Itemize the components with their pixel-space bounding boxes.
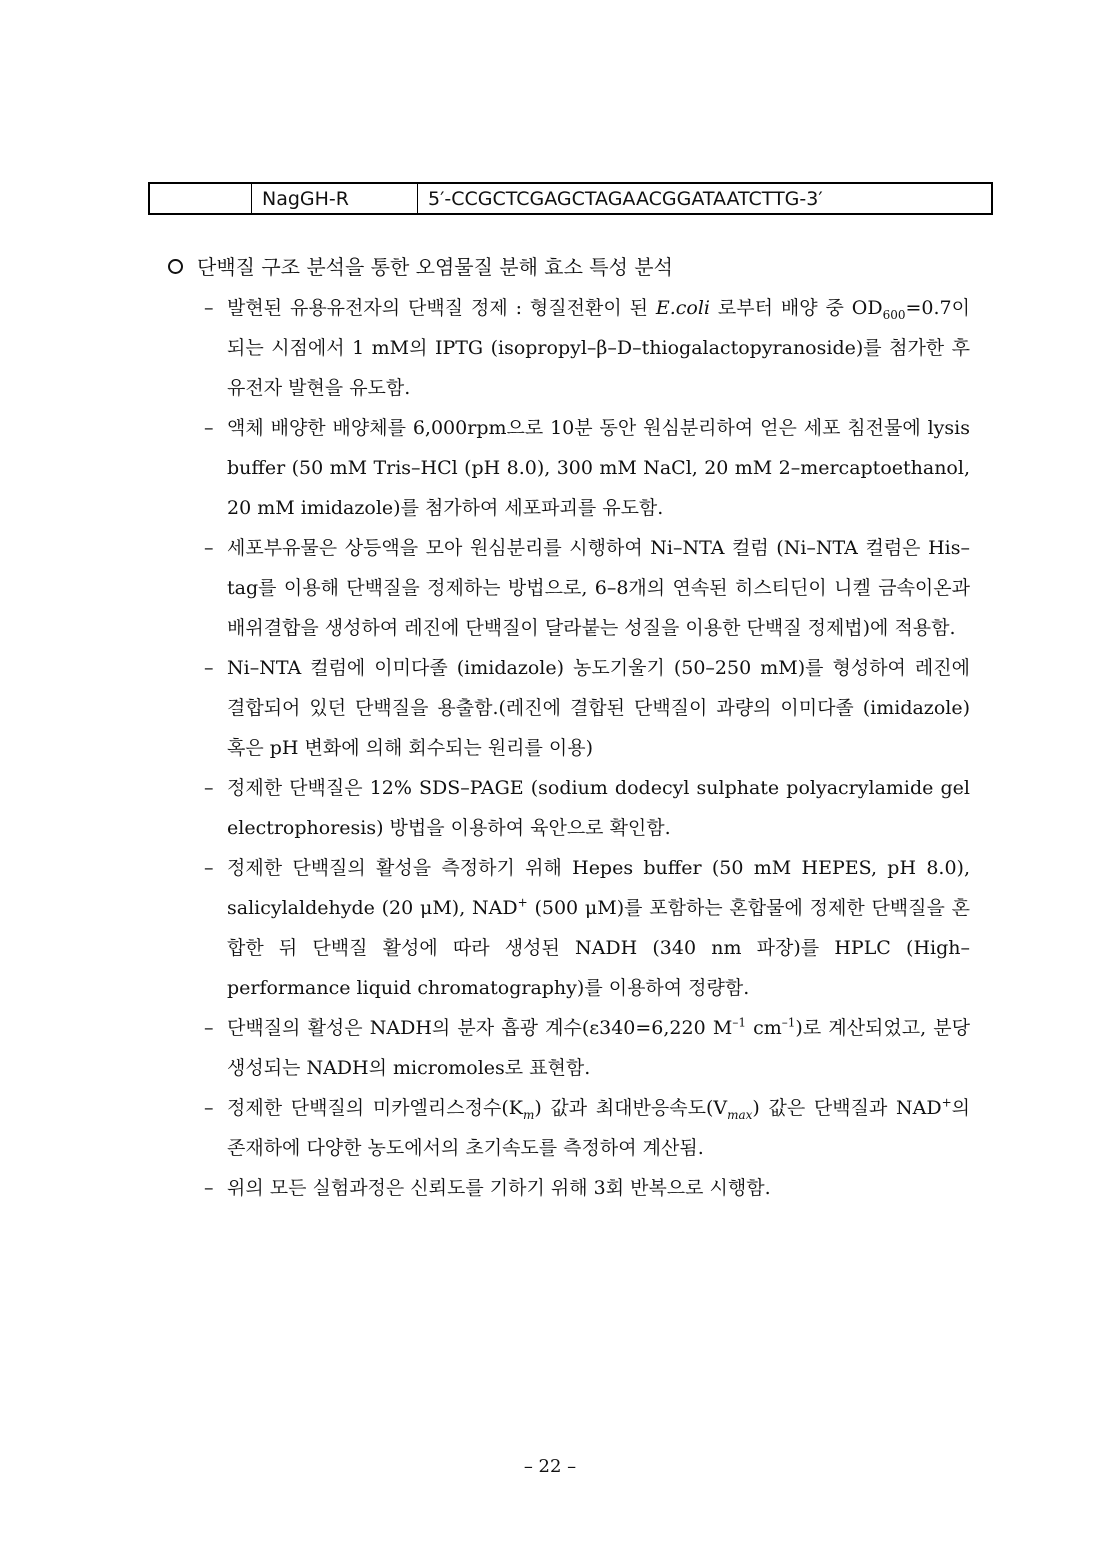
primer-table-row (148, 182, 993, 215)
primer-empty-cell (150, 184, 252, 213)
superscript: –1 (732, 1015, 746, 1030)
bullet-text: 세포부유물은 상등액을 모아 원심분리를 시행하여 Ni–NTA 컬럼 (Ni–NTA 컬럼은 His–tag를 이용해 단백질을 정제하는 방법으로, 6–8개의 연속된 히스티딘이 니켈 금속이온과 배위결합을 생성하여 레진에 단백질이 달라붙는 성질을 이용한 단백질 정제법)에 적용함. (227, 537, 970, 639)
superscript: –1 (781, 1015, 796, 1030)
primer-sequence-cell: 5′-CCGCTCGAGCTAGAACGGATAATCTTG-3′ (428, 187, 823, 210)
bullet-text: 정제한 단백질의 미카엘리스정수(K (227, 1097, 523, 1119)
list-item (204, 1088, 970, 1168)
bullet-text: cm (745, 1017, 782, 1039)
bullet-text: 단백질의 활성은 NADH의 분자 흡광 계수(ε340=6,220 M (227, 1017, 733, 1039)
dash-marker: – (204, 857, 214, 879)
list-item (204, 528, 970, 648)
list-item (204, 1168, 970, 1208)
dash-marker: – (204, 537, 214, 559)
subscript: max (727, 1107, 753, 1122)
subscript: 600 (882, 307, 906, 322)
page-number: – 22 – (523, 1456, 577, 1477)
bullet-list (204, 288, 970, 1208)
primer-name-cell: NagGH-R (252, 184, 418, 213)
bullet-text: )로 계산되었고, 분당 생성되는 NADH의 micromoles로 표현함. (227, 1017, 970, 1079)
subscript: m (522, 1107, 535, 1122)
bullet-text: 로부터 배양 중 OD (710, 297, 883, 319)
superscript: + (941, 1095, 952, 1110)
bullet-text: =0.7이 되는 시점에서 1 mM의 IPTG (isopropyl–β–D–thiogalactopyranoside)를 첨가한 후 유전자 발현을 유도함. (227, 297, 970, 399)
dash-marker: – (204, 1097, 214, 1119)
dash-marker: – (204, 417, 214, 439)
bullet-text: 발현된 유용유전자의 단백질 정제 : 형질전환이 된 (227, 297, 656, 319)
bullet-text: Ni–NTA 컬럼에 이미다졸 (imidazole) 농도기울기 (50–250 mM)를 형성하여 레진에 결합되어 있던 단백질을 용출함.(레진에 결합된 단백질이 과량의 이미다졸 (imidazole) 혹은 pH 변화에 의해 회수되는 원리를 이용) (227, 657, 970, 759)
bullet-text: ) 값과 최대반응속도(V (534, 1097, 728, 1119)
dash-marker: – (204, 1017, 214, 1039)
section-heading (168, 252, 673, 282)
list-item (204, 648, 970, 768)
circle-bullet-icon (168, 259, 183, 274)
bullet-text: 위의 모든 실험과정은 신뢰도를 기하기 위해 3회 반복으로 시행함. (227, 1177, 771, 1199)
bullet-text: ) 값은 단백질과 NAD (752, 1097, 942, 1119)
dash-marker: – (204, 657, 214, 679)
list-item (204, 1008, 970, 1088)
list-item (204, 768, 970, 848)
organism-name: E.coli (655, 297, 711, 319)
bullet-text: 정제한 단백질의 활성을 측정하기 위해 Hepes buffer (50 mM HEPES, pH 8.0), salicylaldehyde (20 μM), NAD (227, 857, 970, 919)
bullet-text: 정제한 단백질은 12% SDS–PAGE (sodium dodecyl sulphate polyacrylamide gel electrophoresis) 방법을 이용하여 육안으로 확인함. (227, 777, 970, 839)
section-heading-text: 단백질 구조 분석을 통한 오염물질 분해 효소 특성 분석 (197, 255, 673, 279)
superscript: + (517, 895, 528, 910)
list-item (204, 848, 970, 1008)
bullet-text: (500 μM)를 포함하는 혼합물에 정제한 단백질을 혼합한 뒤 단백질 활성에 따라 생성된 NADH (340 nm 파장)를 HPLC (High–performance liquid chromatography)를 이용하여 정량함. (227, 897, 970, 999)
list-item (204, 408, 970, 528)
dash-marker: – (204, 777, 214, 799)
dash-marker: – (204, 297, 214, 319)
list-item (204, 288, 970, 408)
bullet-text: 의 존재하에 다양한 농도에서의 초기속도를 측정하여 계산됨. (227, 1097, 970, 1159)
bullet-text: 액체 배양한 배양체를 6,000rpm으로 10분 동안 원심분리하여 얻은 세포 침전물에 lysis buffer (50 mM Tris–HCl (pH 8.0), 300 mM NaCl, 20 mM 2–mercaptoethanol, 20 mM imidazole)를 첨가하여 세포파괴를 유도함. (227, 417, 970, 519)
dash-marker: – (204, 1177, 214, 1199)
